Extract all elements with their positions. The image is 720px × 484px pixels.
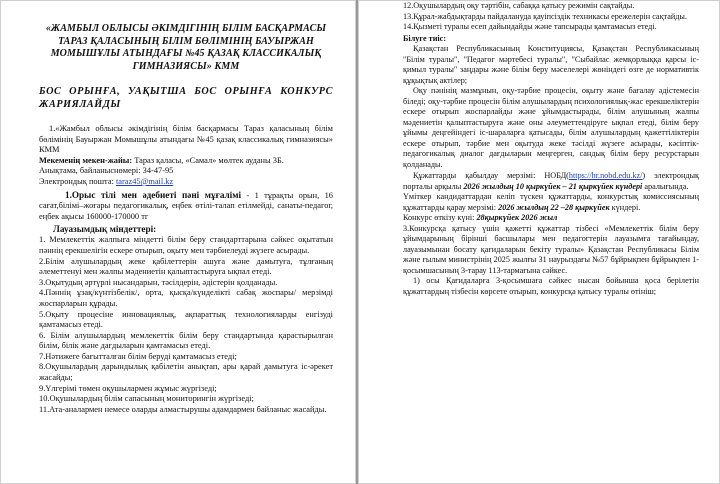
review-text: Үміткер кандидаттардан келіп түскен құжаттарды, конкурстық комиссиясының құжаттарды қарау мерзімі: bbox=[403, 192, 699, 212]
contest-date-label: Конкурс өткізу күні: bbox=[403, 213, 477, 222]
duties-list-continued bbox=[403, 1, 699, 33]
documents-deadline bbox=[403, 171, 699, 192]
required-documents-item-1: 1) осы Қағидаларға 3-қосымшаға сәйкес нысан бойынша қоса берілетін құжаттардың тізбесін көрсете отырып, конкурсқа қатысу туралы өтініш; bbox=[403, 276, 699, 296]
duty-item: 10.Оқушылардың білім сапасының мониторингін жүргізеді; bbox=[39, 394, 254, 404]
duty-item: 11.Ата-аналармен немесе оларды алмастырушы адамдармен байланыс жасайды. bbox=[39, 404, 327, 414]
phone-line: Анықтама, байланыснөмері: 34-47-95 bbox=[39, 166, 174, 176]
email-link[interactable]: taraz45@mail.kz bbox=[115, 176, 174, 186]
duty-item: 14.Қызметі туралы есеп дайындайды және тапсырады қамтамасыз етеді. bbox=[403, 22, 657, 31]
duty-item: 1. Мемлекеттік жалпыға міндетті білім беру стандарттарына сәйкес оқытатын пәннің ерекшелігін ескере отырып, оқыту мен тәрбиелеуді жүзеге асырады. bbox=[39, 235, 333, 255]
duty-item: 6. Білім алушылардың мемлекеттік білім беру стандартында қарастырылған білім, білік және дағдыларын қамтамасыз етеді. bbox=[39, 330, 333, 351]
knowledge-skills: Оқу пәнінің мазмұнын, оқу-тәрбие процесін, оқыту және бағалау әдістемесін біледі; оқу-тәрбие процесін білім алушылардың психологиялық-жас ерекшеліктерін ескере отырып жоспарлайды және ұйымдастырады, білім алушының жалпы мәдениетін қалыптастыруға және оны әлеуметтендіруге ықпал етеді, білім беру ұйымы деңгейіндегі іс-шараларға қатысады, білім алушылардың қажеттіліктерін ескере отырып, тәрбие мен оқытуда жеке тәсілді жүзеге асырады, кәсіптік-педагогикалық диалог дағдыларын меңгерген, сандық білім беру ресурстарын қолданады. bbox=[403, 86, 699, 169]
email-label: Электрондық пошта: bbox=[39, 176, 116, 186]
intro-text: 1.«Жамбыл облысы әкімдігінің білім басқармасы Тараз қаласының білім бөлімінің Бауыржан Момышұлы атындағы №45 қазақ классикалық гимназиясы» КММ bbox=[39, 124, 333, 155]
duty-item: 2.Білім алушылардың жеке қабілеттерін ашуға және дамытуға, тұлғаның әлеметтенуі мен жалпы мәдениетін қалыптастыруға ықпал етеді. bbox=[39, 256, 333, 277]
duty-item: 4.Пәннің ұзақ/күнтізбелік/, орта, қысқа/күнделікті сабақ жоспары/ мерзімді жоспарларын құрады. bbox=[39, 288, 333, 308]
contest-date-line bbox=[403, 213, 699, 224]
documents-tail: аралығында. bbox=[642, 181, 689, 191]
review-period bbox=[403, 192, 699, 213]
page-2 bbox=[358, 0, 720, 484]
duty-item: 12.Оқушылардың оқу тәртібін, сабаққа қатысу режимін сақтайды. bbox=[403, 1, 635, 10]
page-1 bbox=[0, 0, 356, 484]
documents-deadline-label: Құжаттарды қабылдау мерзімі: НОБД( bbox=[413, 171, 569, 180]
address-label: Мекеменің мекен-жайы: bbox=[39, 155, 133, 165]
knowledge-heading: Білуге тиіс: bbox=[403, 33, 447, 43]
review-dates: 2026 жылдың 22 –28 қыркүйек bbox=[498, 202, 610, 212]
email-line bbox=[39, 177, 333, 188]
review-tail: күндері. bbox=[609, 202, 641, 212]
position-details: - 1 тұрақты орын, 16 сағат,білімі–жоғары педагогикалық, еңбек өтілі-талап етілмейді, санаты-педагог, еңбек ақысы 160000-170000 тг bbox=[39, 190, 333, 221]
position-title: 1.Орыс тілі мен әдебиеті пәні мұғалімі bbox=[65, 189, 242, 200]
documents-dates: 2026 жылдың 10 қыркүйек – 21 қыркүйек күндері bbox=[463, 181, 643, 191]
document-title: «ЖАМБЫЛ ОБЛЫСЫ ӘКІМДІГІНІҢ БІЛІМ БАСҚАРМАСЫ ТАРАЗ ҚАЛАСЫНЫҢ БІЛІМ БӨЛІМІНІҢ БАУЫРЖАН МОМЫШҰЛЫ АТЫНДАҒЫ №45 ҚАЗАҚ КЛАССИКАЛЫҚ ГИМНАЗИЯСЫ» КММ bbox=[45, 23, 327, 72]
knowledge-laws: Қазақстан Республикасының Конституциясы, Қазақстан Республикасының "Білім туралы", "Педагог мәртебесі туралы", "Сыбайлас жемқорлыққа қарсы іс-қимыл туралы" заңдары және білім беру мәселелері жөніндегі өзге де нормативтік құқықтық актілер; bbox=[403, 44, 699, 85]
duty-item: 9.Үлгерімі төмен оқушылармен жұмыс жүргізеді; bbox=[39, 383, 217, 393]
duty-item: 5.Оқыту процесіне инновациялық, ақпараттық технологияларды енгізуді қамтамасыз етеді. bbox=[39, 309, 333, 330]
duty-item: 7.Нәтижеге бағытталған білім беруді қамтамасыз етеді; bbox=[39, 351, 237, 361]
announcement-subtitle: БОС ОРЫНҒА, УАҚЫТША БОС ОРЫНҒА КОНКУРС ЖАРИЯЛАЙДЫ bbox=[39, 86, 333, 110]
required-documents: 3.Конкурсқа қатысу үшін қажетті құжаттар тізбесі «Мемлекеттік білім беру ұйымдарының бірінші басшылары мен педагогтерін лауазымға тағайындау, лауазымынан босату қағидаларын бекіту туралы» Қазақстан Республикасы Білім және ғылым министрінің 2025 жылғы 31 наурыздағы №57 бұйрықпен бұйрықпен 1-қосымшасының 3-тарау 113-тармағына сәйкес. bbox=[403, 223, 699, 275]
intro-paragraph bbox=[39, 124, 333, 188]
address-line bbox=[39, 156, 333, 167]
duty-item: 8.Оқушылардың дарындылық қабілетін анықтап, ары қарай дамытуға іс-әрекет жасайды; bbox=[39, 362, 333, 383]
duties-list bbox=[39, 235, 333, 415]
duty-item: 13.Құрал-жабдықтарды пайдалануда қауіпсіздік техникасы ережелерін сақтайды. bbox=[403, 11, 687, 21]
duties-heading: Лауазымдық міндеттері: bbox=[53, 224, 157, 235]
nobd-link[interactable]: https://hr.nobd.edu.kz/ bbox=[568, 171, 643, 180]
duty-item: 3.Оқытудың әртүрлі нысандарын, тәсілдерін, әдістерін қолданады. bbox=[39, 277, 278, 287]
contest-date: 28қыркүйек 2026 жыл bbox=[476, 213, 558, 222]
position-paragraph bbox=[39, 190, 333, 223]
address-value: Тараз қаласы, «Самал» мөлтек ауданы 3Б. bbox=[132, 155, 284, 165]
documents-portal-text: ) электрондық порталы арқылы bbox=[403, 171, 700, 191]
